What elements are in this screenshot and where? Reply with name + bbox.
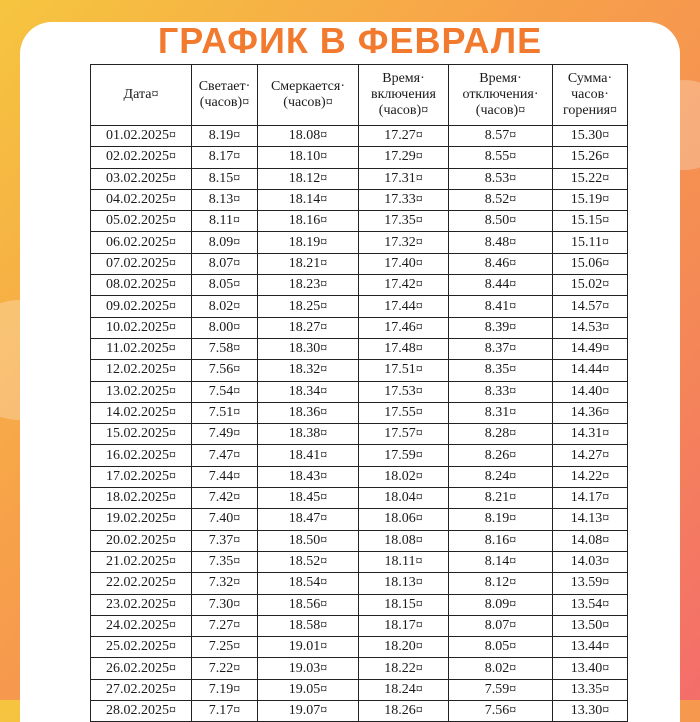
cell-sunset: 18.45¤ — [258, 488, 359, 509]
table-row — [91, 488, 628, 509]
cell-sunrise: 7.44¤ — [192, 466, 258, 487]
cell-date: 05.02.2025¤ — [91, 211, 192, 232]
cell-total-hours: 14.17¤ — [553, 488, 628, 509]
table-row — [91, 509, 628, 530]
cell-sunset: 18.27¤ — [258, 317, 359, 338]
cell-sunrise: 7.40¤ — [192, 509, 258, 530]
cell-sunrise: 7.22¤ — [192, 658, 258, 679]
cell-total-hours: 15.30¤ — [553, 126, 628, 147]
header-date: Дата¤ — [91, 65, 192, 126]
table-row — [91, 296, 628, 317]
table-row — [91, 445, 628, 466]
header-switch-off: Время· отключения· (часов)¤ — [449, 65, 553, 126]
cell-sunset: 18.30¤ — [258, 338, 359, 359]
cell-sunrise: 7.27¤ — [192, 615, 258, 636]
cell-switch-off: 8.48¤ — [449, 232, 553, 253]
cell-sunrise: 7.17¤ — [192, 701, 258, 722]
cell-total-hours: 15.11¤ — [553, 232, 628, 253]
cell-switch-on: 17.42¤ — [359, 275, 449, 296]
cell-sunrise: 7.25¤ — [192, 637, 258, 658]
cell-switch-off: 8.31¤ — [449, 402, 553, 423]
cell-switch-on: 17.48¤ — [359, 338, 449, 359]
cell-sunrise: 7.42¤ — [192, 488, 258, 509]
header-sunset: Смеркается· (часов)¤ — [258, 65, 359, 126]
cell-date: 14.02.2025¤ — [91, 402, 192, 423]
cell-sunset: 18.25¤ — [258, 296, 359, 317]
cell-switch-off: 8.46¤ — [449, 253, 553, 274]
table-row — [91, 466, 628, 487]
cell-sunset: 18.56¤ — [258, 594, 359, 615]
cell-switch-off: 8.53¤ — [449, 168, 553, 189]
cell-switch-off: 8.52¤ — [449, 189, 553, 210]
cell-sunset: 18.52¤ — [258, 551, 359, 572]
cell-total-hours: 14.22¤ — [553, 466, 628, 487]
table-row — [91, 637, 628, 658]
cell-switch-off: 8.16¤ — [449, 530, 553, 551]
cell-date: 01.02.2025¤ — [91, 126, 192, 147]
cell-sunrise: 8.11¤ — [192, 211, 258, 232]
cell-sunrise: 8.02¤ — [192, 296, 258, 317]
cell-date: 22.02.2025¤ — [91, 573, 192, 594]
cell-sunrise: 7.35¤ — [192, 551, 258, 572]
cell-sunset: 18.21¤ — [258, 253, 359, 274]
cell-switch-off: 8.50¤ — [449, 211, 553, 232]
cell-date: 28.02.2025¤ — [91, 701, 192, 722]
cell-date: 20.02.2025¤ — [91, 530, 192, 551]
cell-sunset: 18.54¤ — [258, 573, 359, 594]
cell-switch-on: 17.51¤ — [359, 360, 449, 381]
cell-total-hours: 13.40¤ — [553, 658, 628, 679]
cell-switch-on: 18.20¤ — [359, 637, 449, 658]
cell-switch-on: 18.22¤ — [359, 658, 449, 679]
table-row — [91, 381, 628, 402]
cell-sunrise: 8.09¤ — [192, 232, 258, 253]
cell-switch-off: 8.19¤ — [449, 509, 553, 530]
cell-switch-on: 17.27¤ — [359, 126, 449, 147]
cell-total-hours: 13.30¤ — [553, 701, 628, 722]
cell-sunset: 18.16¤ — [258, 211, 359, 232]
table-row — [91, 615, 628, 636]
cell-switch-on: 18.08¤ — [359, 530, 449, 551]
cell-sunset: 19.03¤ — [258, 658, 359, 679]
cell-switch-off: 8.02¤ — [449, 658, 553, 679]
cell-date: 19.02.2025¤ — [91, 509, 192, 530]
cell-sunrise: 7.37¤ — [192, 530, 258, 551]
table-body — [91, 126, 628, 722]
cell-switch-off: 8.21¤ — [449, 488, 553, 509]
cell-sunset: 19.01¤ — [258, 637, 359, 658]
cell-sunset: 18.38¤ — [258, 424, 359, 445]
cell-total-hours: 13.50¤ — [553, 615, 628, 636]
cell-date: 12.02.2025¤ — [91, 360, 192, 381]
cell-sunrise: 7.51¤ — [192, 402, 258, 423]
cell-total-hours: 14.49¤ — [553, 338, 628, 359]
table-row — [91, 424, 628, 445]
cell-total-hours: 14.36¤ — [553, 402, 628, 423]
cell-sunset: 19.07¤ — [258, 701, 359, 722]
table-row — [91, 402, 628, 423]
cell-switch-off: 8.28¤ — [449, 424, 553, 445]
table-row — [91, 594, 628, 615]
cell-switch-on: 18.17¤ — [359, 615, 449, 636]
cell-switch-off: 8.37¤ — [449, 338, 553, 359]
cell-date: 08.02.2025¤ — [91, 275, 192, 296]
cell-switch-on: 17.53¤ — [359, 381, 449, 402]
table-row — [91, 701, 628, 722]
cell-total-hours: 15.19¤ — [553, 189, 628, 210]
table-row — [91, 168, 628, 189]
cell-switch-on: 18.02¤ — [359, 466, 449, 487]
cell-switch-off: 8.09¤ — [449, 594, 553, 615]
table-row — [91, 253, 628, 274]
cell-date: 24.02.2025¤ — [91, 615, 192, 636]
cell-date: 27.02.2025¤ — [91, 679, 192, 700]
cell-switch-off: 8.55¤ — [449, 147, 553, 168]
cell-date: 23.02.2025¤ — [91, 594, 192, 615]
cell-total-hours: 14.44¤ — [553, 360, 628, 381]
table-row — [91, 679, 628, 700]
cell-sunrise: 8.00¤ — [192, 317, 258, 338]
cell-switch-on: 17.46¤ — [359, 317, 449, 338]
table-row — [91, 551, 628, 572]
cell-total-hours: 15.02¤ — [553, 275, 628, 296]
cell-date: 21.02.2025¤ — [91, 551, 192, 572]
cell-sunrise: 7.49¤ — [192, 424, 258, 445]
cell-switch-on: 17.44¤ — [359, 296, 449, 317]
cell-sunset: 19.05¤ — [258, 679, 359, 700]
cell-sunset: 18.58¤ — [258, 615, 359, 636]
cell-sunrise: 7.47¤ — [192, 445, 258, 466]
cell-switch-off: 8.24¤ — [449, 466, 553, 487]
cell-date: 16.02.2025¤ — [91, 445, 192, 466]
cell-date: 17.02.2025¤ — [91, 466, 192, 487]
cell-total-hours: 14.08¤ — [553, 530, 628, 551]
cell-total-hours: 14.03¤ — [553, 551, 628, 572]
cell-switch-on: 17.31¤ — [359, 168, 449, 189]
cell-switch-on: 17.55¤ — [359, 402, 449, 423]
cell-date: 13.02.2025¤ — [91, 381, 192, 402]
cell-sunset: 18.43¤ — [258, 466, 359, 487]
cell-switch-on: 17.29¤ — [359, 147, 449, 168]
cell-switch-off: 8.07¤ — [449, 615, 553, 636]
cell-sunrise: 7.56¤ — [192, 360, 258, 381]
cell-switch-off: 8.41¤ — [449, 296, 553, 317]
cell-sunset: 18.19¤ — [258, 232, 359, 253]
cell-total-hours: 15.26¤ — [553, 147, 628, 168]
cell-sunset: 18.41¤ — [258, 445, 359, 466]
cell-date: 25.02.2025¤ — [91, 637, 192, 658]
cell-total-hours: 14.57¤ — [553, 296, 628, 317]
cell-date: 07.02.2025¤ — [91, 253, 192, 274]
cell-switch-off: 8.05¤ — [449, 637, 553, 658]
cell-sunrise: 7.19¤ — [192, 679, 258, 700]
cell-sunset: 18.50¤ — [258, 530, 359, 551]
cell-total-hours: 13.44¤ — [553, 637, 628, 658]
cell-switch-on: 18.13¤ — [359, 573, 449, 594]
cell-date: 15.02.2025¤ — [91, 424, 192, 445]
cell-sunset: 18.47¤ — [258, 509, 359, 530]
cell-date: 26.02.2025¤ — [91, 658, 192, 679]
cell-total-hours: 15.06¤ — [553, 253, 628, 274]
cell-total-hours: 14.27¤ — [553, 445, 628, 466]
table-row — [91, 573, 628, 594]
cell-switch-on: 17.32¤ — [359, 232, 449, 253]
cell-total-hours: 14.31¤ — [553, 424, 628, 445]
cell-total-hours: 14.13¤ — [553, 509, 628, 530]
cell-date: 11.02.2025¤ — [91, 338, 192, 359]
table-row — [91, 232, 628, 253]
cell-switch-on: 17.35¤ — [359, 211, 449, 232]
cell-sunrise: 8.05¤ — [192, 275, 258, 296]
cell-sunrise: 8.15¤ — [192, 168, 258, 189]
cell-total-hours: 15.15¤ — [553, 211, 628, 232]
cell-sunset: 18.14¤ — [258, 189, 359, 210]
cell-switch-off: 8.12¤ — [449, 573, 553, 594]
cell-sunset: 18.08¤ — [258, 126, 359, 147]
cell-switch-on: 18.11¤ — [359, 551, 449, 572]
table-row — [91, 658, 628, 679]
page-title: ГРАФИК В ФЕВРАЛЕ — [157, 20, 543, 61]
cell-sunrise: 7.32¤ — [192, 573, 258, 594]
table-row — [91, 211, 628, 232]
cell-total-hours: 13.59¤ — [553, 573, 628, 594]
cell-switch-on: 18.04¤ — [359, 488, 449, 509]
cell-sunset: 18.34¤ — [258, 381, 359, 402]
table-row — [91, 360, 628, 381]
cell-switch-on: 17.59¤ — [359, 445, 449, 466]
cell-switch-on: 17.57¤ — [359, 424, 449, 445]
header-switch-on: Время· включения (часов)¤ — [359, 65, 449, 126]
cell-switch-on: 17.33¤ — [359, 189, 449, 210]
cell-sunset: 18.10¤ — [258, 147, 359, 168]
table-row — [91, 530, 628, 551]
cell-sunrise: 8.13¤ — [192, 189, 258, 210]
cell-switch-on: 17.40¤ — [359, 253, 449, 274]
cell-switch-off: 8.14¤ — [449, 551, 553, 572]
cell-sunset: 18.32¤ — [258, 360, 359, 381]
cell-date: 03.02.2025¤ — [91, 168, 192, 189]
cell-switch-off: 8.26¤ — [449, 445, 553, 466]
cell-switch-on: 18.06¤ — [359, 509, 449, 530]
table-header-row — [91, 65, 628, 126]
cell-switch-off: 8.39¤ — [449, 317, 553, 338]
cell-switch-off: 8.35¤ — [449, 360, 553, 381]
cell-switch-off: 8.44¤ — [449, 275, 553, 296]
cell-date: 02.02.2025¤ — [91, 147, 192, 168]
table-row — [91, 189, 628, 210]
cell-switch-off: 7.59¤ — [449, 679, 553, 700]
cell-sunrise: 8.07¤ — [192, 253, 258, 274]
header-total-hours: Сумма· часов· горения¤ — [553, 65, 628, 126]
cell-total-hours: 13.54¤ — [553, 594, 628, 615]
cell-sunrise: 7.58¤ — [192, 338, 258, 359]
cell-sunrise: 7.30¤ — [192, 594, 258, 615]
table-row — [91, 317, 628, 338]
lighting-schedule-table — [90, 64, 628, 722]
table-row — [91, 338, 628, 359]
table-row — [91, 275, 628, 296]
cell-sunset: 18.23¤ — [258, 275, 359, 296]
cell-switch-off: 7.56¤ — [449, 701, 553, 722]
cell-date: 10.02.2025¤ — [91, 317, 192, 338]
cell-sunrise: 8.17¤ — [192, 147, 258, 168]
cell-switch-on: 18.24¤ — [359, 679, 449, 700]
table-row — [91, 126, 628, 147]
cell-sunset: 18.12¤ — [258, 168, 359, 189]
cell-switch-on: 18.15¤ — [359, 594, 449, 615]
cell-date: 06.02.2025¤ — [91, 232, 192, 253]
cell-total-hours: 14.53¤ — [553, 317, 628, 338]
cell-total-hours: 13.35¤ — [553, 679, 628, 700]
cell-switch-on: 18.26¤ — [359, 701, 449, 722]
cell-sunset: 18.36¤ — [258, 402, 359, 423]
cell-sunrise: 7.54¤ — [192, 381, 258, 402]
cell-total-hours: 14.40¤ — [553, 381, 628, 402]
header-sunrise: Светает· (часов)¤ — [192, 65, 258, 126]
cell-date: 18.02.2025¤ — [91, 488, 192, 509]
cell-date: 04.02.2025¤ — [91, 189, 192, 210]
cell-date: 09.02.2025¤ — [91, 296, 192, 317]
cell-total-hours: 15.22¤ — [553, 168, 628, 189]
cell-switch-off: 8.57¤ — [449, 126, 553, 147]
table-row — [91, 147, 628, 168]
cell-sunrise: 8.19¤ — [192, 126, 258, 147]
cell-switch-off: 8.33¤ — [449, 381, 553, 402]
